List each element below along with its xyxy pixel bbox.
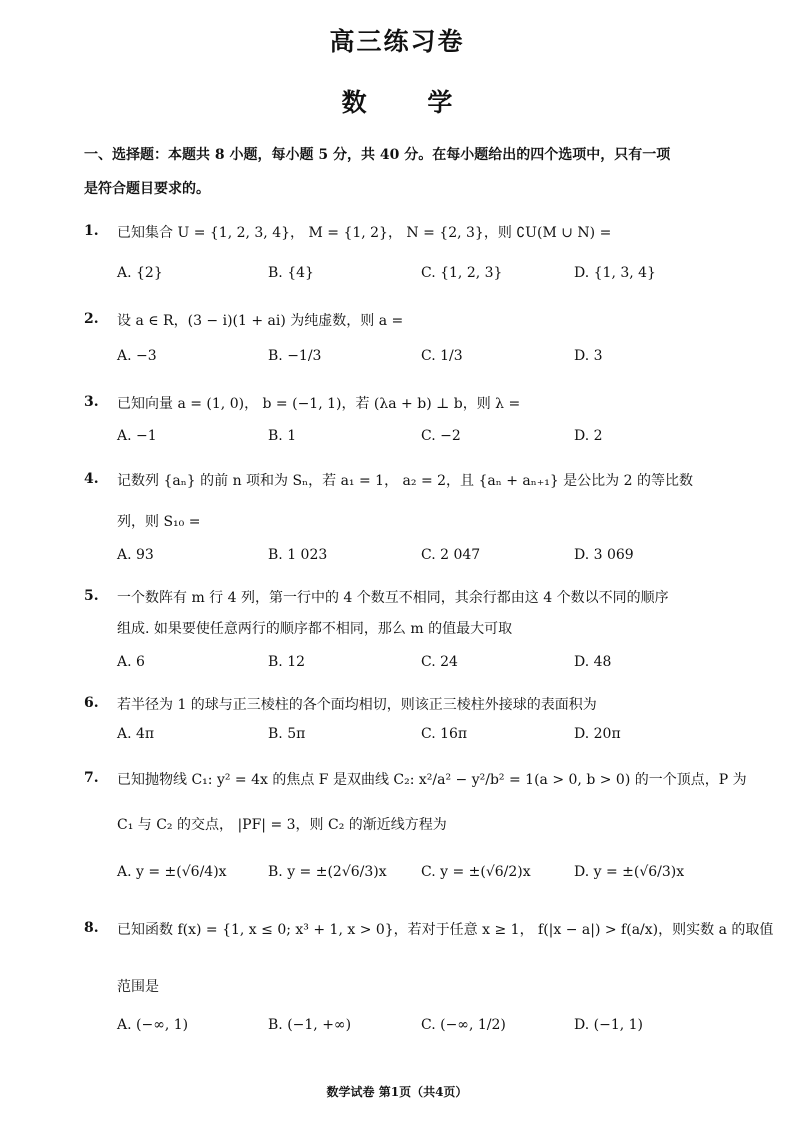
question-stem-continued: 组成. 如果要使任意两行的顺序都不相同，那么 m 的值最大可取: [117, 621, 513, 637]
option-a: A. −1: [117, 428, 157, 444]
question-stem: 已知向量 a = (1, 0)， b = (−1, 1)，若 (λa + b) ⊥ b，则 λ =: [117, 396, 521, 412]
option-c: C. 24: [421, 654, 458, 670]
option-a: A. (−∞, 1): [117, 1017, 189, 1033]
option-c: C. 16π: [421, 726, 468, 742]
page-footer: 数学试卷 第1页（共4页）: [326, 1085, 468, 1099]
question-number: 6.: [84, 695, 99, 711]
option-b: B. 1 023: [268, 547, 328, 563]
option-d: D. {1, 3, 4}: [574, 265, 656, 281]
option-b: B. 12: [268, 654, 306, 670]
option-c: C. 1/3: [421, 348, 463, 364]
question-stem: 已知集合 U = {1, 2, 3, 4}， M = {1, 2}， N = {2, 3}，则 ∁U(M ∪ N) =: [117, 225, 612, 241]
option-b: B. (−1, +∞): [268, 1017, 352, 1033]
question-number: 2.: [84, 311, 99, 327]
option-d: D. (−1, 1): [574, 1017, 643, 1033]
option-b: B. 1: [268, 428, 297, 444]
subject-title: 数 学: [341, 88, 479, 117]
question-number: 5.: [84, 588, 99, 604]
option-d: D. y = ±(√6/3)x: [574, 864, 685, 880]
question-number: 1.: [84, 223, 99, 239]
question-stem: 设 a ∈ R，(3 − i)(1 + ai) 为纯虚数，则 a =: [117, 313, 404, 329]
option-d: D. 3: [574, 348, 603, 364]
question-number: 4.: [84, 471, 99, 487]
section-intro-line1: 一、选择题：本题共 8 小题，每小题 5 分，共 40 分。在每小题给出的四个选项中，只有一项: [84, 147, 671, 163]
option-b: B. −1/3: [268, 348, 322, 364]
option-c: C. 2 047: [421, 547, 481, 563]
option-b: B. {4}: [268, 265, 314, 281]
option-a: A. 6: [117, 654, 145, 670]
option-d: D. 48: [574, 654, 612, 670]
section-intro-line2: 是符合题目要求的。: [84, 181, 210, 197]
question-stem: 记数列 {aₙ} 的前 n 项和为 Sₙ，若 a₁ = 1， a₂ = 2，且 {aₙ + aₙ₊₁} 是公比为 2 的等比数: [117, 473, 693, 489]
option-a: A. y = ±(√6/4)x: [117, 864, 227, 880]
option-a: A. {2}: [117, 265, 163, 281]
option-c: C. −2: [421, 428, 461, 444]
option-a: A. 4π: [117, 726, 155, 742]
question-number: 8.: [84, 920, 99, 936]
question-stem: 一个数阵有 m 行 4 列，第一行中的 4 个数互不相同，其余行都由这 4 个数以不同的顺序: [117, 590, 669, 606]
option-d: D. 3 069: [574, 547, 634, 563]
exam-title: 高三练习卷: [329, 27, 465, 56]
option-a: A. −3: [117, 348, 157, 364]
option-d: D. 2: [574, 428, 603, 444]
question-stem-continued: 范围是: [117, 979, 159, 995]
option-b: B. 5π: [268, 726, 306, 742]
question-stem: 若半径为 1 的球与正三棱柱的各个面均相切，则该正三棱柱外接球的表面积为: [117, 697, 597, 713]
question-stem: 已知抛物线 C₁: y² = 4x 的焦点 F 是双曲线 C₂: x²/a² − y²/b² = 1(a > 0, b > 0) 的一个顶点，P 为: [117, 772, 747, 788]
option-c: C. {1, 2, 3}: [421, 265, 503, 281]
option-a: A. 93: [117, 547, 154, 563]
option-c: C. y = ±(√6/2)x: [421, 864, 531, 880]
option-d: D. 20π: [574, 726, 621, 742]
question-stem-continued: 列，则 S₁₀ =: [117, 514, 201, 530]
question-number: 7.: [84, 770, 99, 786]
question-number: 3.: [84, 394, 99, 410]
question-stem: 已知函数 f(x) = {1, x ≤ 0; x³ + 1, x > 0}，若对于任意 x ≥ 1， f(|x − a|) > f(a/x)，则实数 a 的取值: [117, 922, 774, 938]
question-stem-continued: C₁ 与 C₂ 的交点， |PF| = 3，则 C₂ 的渐近线方程为: [117, 817, 447, 833]
option-c: C. (−∞, 1/2): [421, 1017, 506, 1033]
option-b: B. y = ±(2√6/3)x: [268, 864, 387, 880]
section-intro: [84, 138, 736, 206]
